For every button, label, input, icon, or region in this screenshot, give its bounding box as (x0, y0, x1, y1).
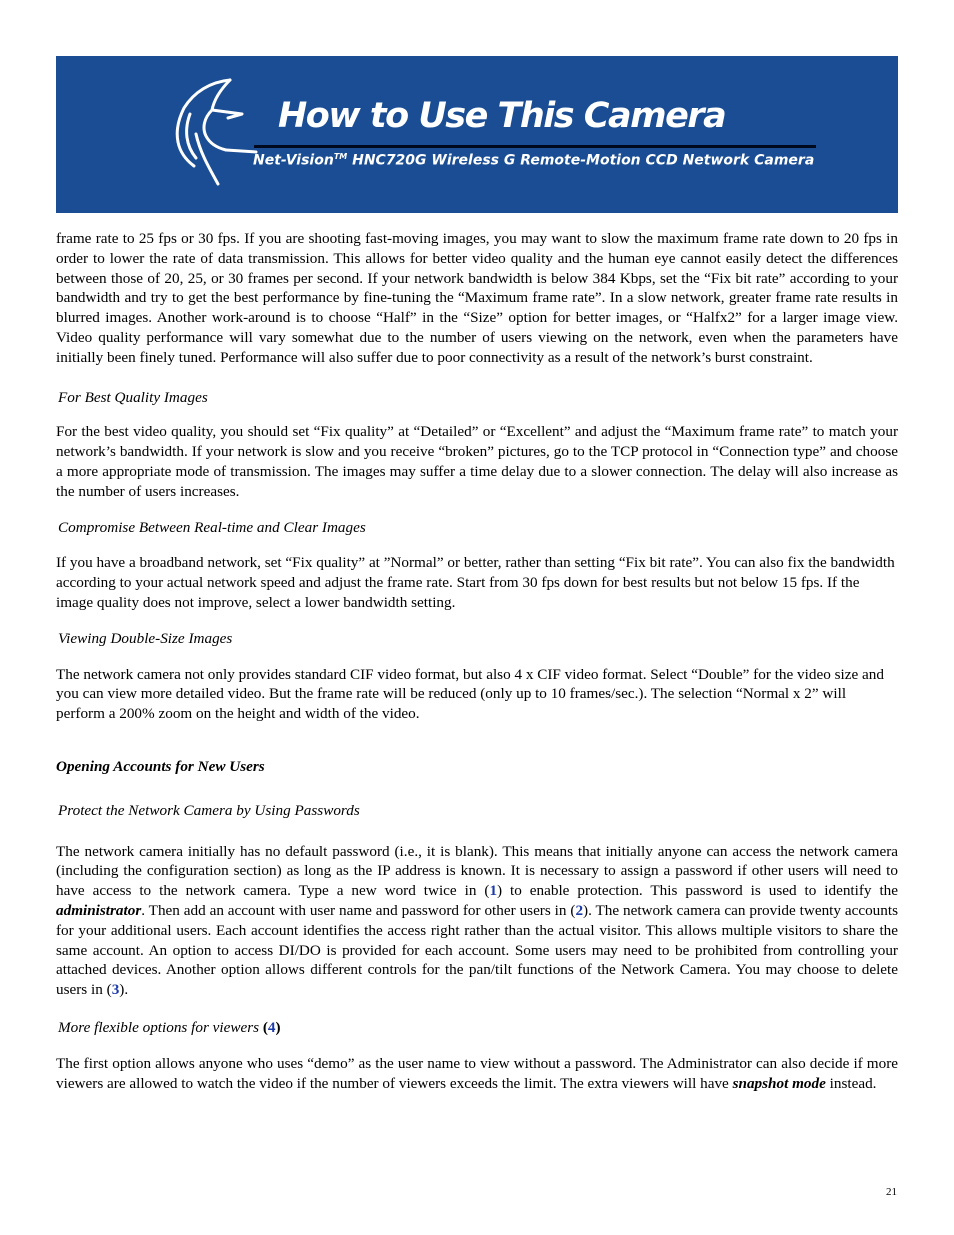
protect-text-3: . Then add an account with user name and password for other users in ( (141, 901, 576, 919)
paragraph-best-quality: For the best video quality, you should set “Fix quality” at “Detailed” or “Excellent” and adjust the “Maximum frame rate” to match your network’s bandwidth. If your network is slow and you receive “broken” pictures, go to the TCP protocol in “Connection type” and choose a more appropriate mode of transmission. The images may suffer a time delay due to a slower connection. The delay will also increase as the number of users increases. (56, 423, 898, 500)
protect-text-4: ). The network camera can provide twenty accounts for your additional users. Each account identifies the access right rather than the actual visitor. This allows multiple visitors to share the same account. An option to access DI/DO is provided for each account. Some users may need to be prohibited from controlling your attached devices. Another option allows different controls for the pan/tilt functions of the Network Camera. You may choose to delete users in ( (56, 901, 899, 999)
flexible-text-1: The first option allows anyone who uses “demo” as the user name to view without a password. The Administrator can also decide if more viewers are allowed to watch the video if the number of viewers exceeds the limit. The extra viewers will have (56, 1054, 898, 1092)
page-number: 21 (886, 1186, 897, 1198)
section-opening-accounts: Opening Accounts for New Users (56, 757, 265, 775)
subtitle-product: HNC720G Wireless G Remote-Motion CCD Network Camera (347, 152, 815, 169)
header-banner (56, 56, 898, 213)
callout-ref-2: 2 (575, 901, 584, 919)
callout-ref-1: 1 (489, 882, 498, 900)
flexible-paren-open: ( (259, 1018, 268, 1036)
banner-rule (254, 145, 816, 148)
eagle-logo-icon (170, 74, 260, 190)
flexible-text-2: instead. (825, 1074, 877, 1092)
protect-text-2: ) to enable protection. This password is used to identify the (497, 882, 899, 900)
heading-compromise: Compromise Between Real-time and Clear Images (58, 518, 366, 536)
paragraph-compromise: If you have a broadband network, set “Fix quality” at ”Normal” or better, rather than setting “Fix bit rate”. You can also fix the bandwidth according to your actual network speed and adjust the frame rate. Start from 30 fps down for best results but not below 15 fps. If the image quality does not improve, select a lower bandwidth setting. (56, 554, 895, 611)
subtitle-brand: Net-Vision (253, 152, 334, 169)
paragraph-frame-rate: frame rate to 25 fps or 30 fps. If you are shooting fast-moving images, you may want to slow the maximum frame rate down to 20 fps in order to lower the rate of data transmission. This allows for better video quality and the human eye cannot easily detect the differences between those of 20, 25, or 30 frames per second. If your network bandwidth is below 384 Kbps, set the “Fix bit rate” according to your bandwidth and try to get the best performance by fine-tuning the “Maximum frame rate”. In a slow network, greater frame rate results in blurred images. Another work-around is to choose “Half” in the “Size” option for better images, or “Halfx2” for a larger image view. Video quality performance will vary somewhat due to the number of users viewing on the network, even when the parameters have initially been finely tuned. Performance will also suffer due to poor connectivity as a result of the network’s burst constraint. (56, 230, 898, 366)
flexible-paren-close: ) (275, 1018, 281, 1036)
page-body (56, 229, 898, 1093)
trademark-mark: TM (333, 152, 348, 161)
snapshot-mode-term: snapshot mode (732, 1074, 826, 1092)
callout-ref-3: 3 (111, 981, 120, 999)
callout-ref-4: 4 (267, 1018, 276, 1036)
paragraph-flexible-options (56, 1054, 898, 1094)
administrator-term: administrator (56, 901, 142, 919)
banner-subtitle (253, 152, 814, 169)
heading-flexible-options (58, 1018, 898, 1038)
banner-title: How to Use This Camera (278, 96, 726, 136)
paragraph-protect-passwords (56, 842, 898, 1000)
heading-protect-passwords: Protect the Network Camera by Using Passwords (58, 801, 360, 819)
heading-double-size: Viewing Double-Size Images (58, 629, 233, 647)
protect-text-5: ). (119, 981, 129, 999)
protect-text-1: The network camera initially has no default password (i.e., it is blank). This means that initially anyone can access the network camera (including the configuration section) as long as the IP address is known. It is necessary to assign a password if other users will need to have access to the network camera. Type a new word twice in ( (56, 842, 898, 900)
heading-best-quality: For Best Quality Images (58, 388, 208, 406)
paragraph-double-size: The network camera not only provides standard CIF video format, but also 4 x CIF video format. Select “Double” for the video size and you can view more detailed video. But the frame rate will be reduced (only up to 10 frames/sec.). The selection “Normal x 2” will perform a 200% zoom on the height and width of the video. (56, 665, 884, 723)
flexible-heading-text: More flexible options for viewers (58, 1018, 260, 1036)
